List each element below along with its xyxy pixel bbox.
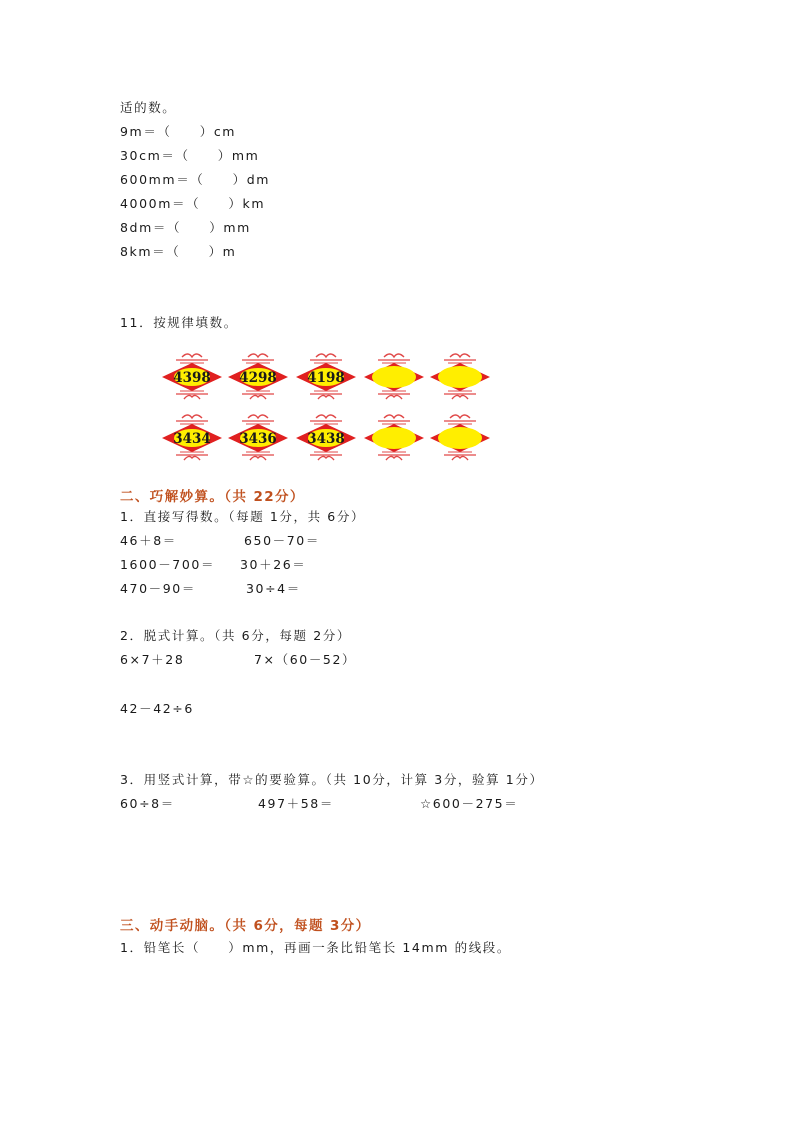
lantern-2-5-blank bbox=[430, 415, 490, 460]
lantern-pattern-figure bbox=[150, 345, 510, 475]
q11-title: 11．按规律填数。 bbox=[120, 315, 238, 330]
lantern-2-3 bbox=[296, 415, 356, 460]
section-2-heading: 二、巧解妙算。（共 22分） bbox=[120, 489, 305, 505]
s2-q2-expr-c: 42－42÷6 bbox=[120, 701, 194, 716]
lantern-1-4-blank bbox=[364, 354, 424, 399]
lantern-1-5-blank bbox=[430, 354, 490, 399]
lantern-1-2-number: 4298 bbox=[239, 370, 277, 386]
lantern-svg bbox=[150, 345, 510, 475]
q10-item-5: 8dm＝（ ）mm bbox=[120, 220, 251, 235]
s2-q1-title: 1．直接写得数。（每题 1分，共 6分） bbox=[120, 509, 366, 524]
s2-q1-right-3: 30÷4＝ bbox=[246, 581, 301, 596]
s2-q3-title: 3．用竖式计算，带☆的要验算。（共 10分，计算 3分，验算 1分） bbox=[120, 772, 544, 787]
lantern-2-3-number: 3438 bbox=[307, 431, 345, 447]
s2-q2-title: 2．脱式计算。（共 6分，每题 2分） bbox=[120, 628, 351, 643]
s2-q3-expr-a: 60÷8＝ bbox=[120, 796, 175, 811]
lantern-2-2-number: 3436 bbox=[239, 431, 277, 447]
lantern-1-3 bbox=[296, 354, 356, 399]
lantern-2-1-number: 3434 bbox=[173, 431, 211, 447]
lantern-1-3-number: 4198 bbox=[307, 370, 345, 386]
s3-q1: 1．铅笔长（ ）mm，再画一条比铅笔长 14mm 的线段。 bbox=[120, 940, 512, 955]
s2-q2-expr-b: 7×（60－52） bbox=[254, 652, 357, 667]
s2-q3-expr-c: ☆600－275＝ bbox=[420, 796, 519, 811]
s2-q1-left-1: 46＋8＝ bbox=[120, 533, 177, 548]
lantern-2-2 bbox=[228, 415, 288, 460]
lantern-2-4-blank bbox=[364, 415, 424, 460]
s2-q1-left-2: 1600－700＝ bbox=[120, 557, 216, 572]
s2-q1-left-3: 470－90＝ bbox=[120, 581, 196, 596]
s2-q1-right-2: 30＋26＝ bbox=[240, 557, 307, 572]
lantern-1-1-number: 4398 bbox=[173, 370, 211, 386]
lantern-1-1 bbox=[162, 354, 222, 399]
q10-item-6: 8km＝（ ）m bbox=[120, 244, 237, 259]
lantern-2-1 bbox=[162, 415, 222, 460]
q10-intro: 适的数。 bbox=[120, 100, 177, 115]
lantern-1-2 bbox=[228, 354, 288, 399]
s2-q1-right-1: 650－70＝ bbox=[244, 533, 320, 548]
q10-item-2: 30cm＝（ ）mm bbox=[120, 148, 260, 163]
q10-item-4: 4000m＝（ ）km bbox=[120, 196, 266, 211]
section-3-heading: 三、动手动脑。（共 6分，每题 3分） bbox=[120, 918, 371, 934]
s2-q2-expr-a: 6×7＋28 bbox=[120, 652, 185, 667]
q10-item-1: 9m＝（ ）cm bbox=[120, 124, 237, 139]
q10-item-3: 600mm＝（ ）dm bbox=[120, 172, 271, 187]
s2-q3-expr-b: 497＋58＝ bbox=[258, 796, 334, 811]
